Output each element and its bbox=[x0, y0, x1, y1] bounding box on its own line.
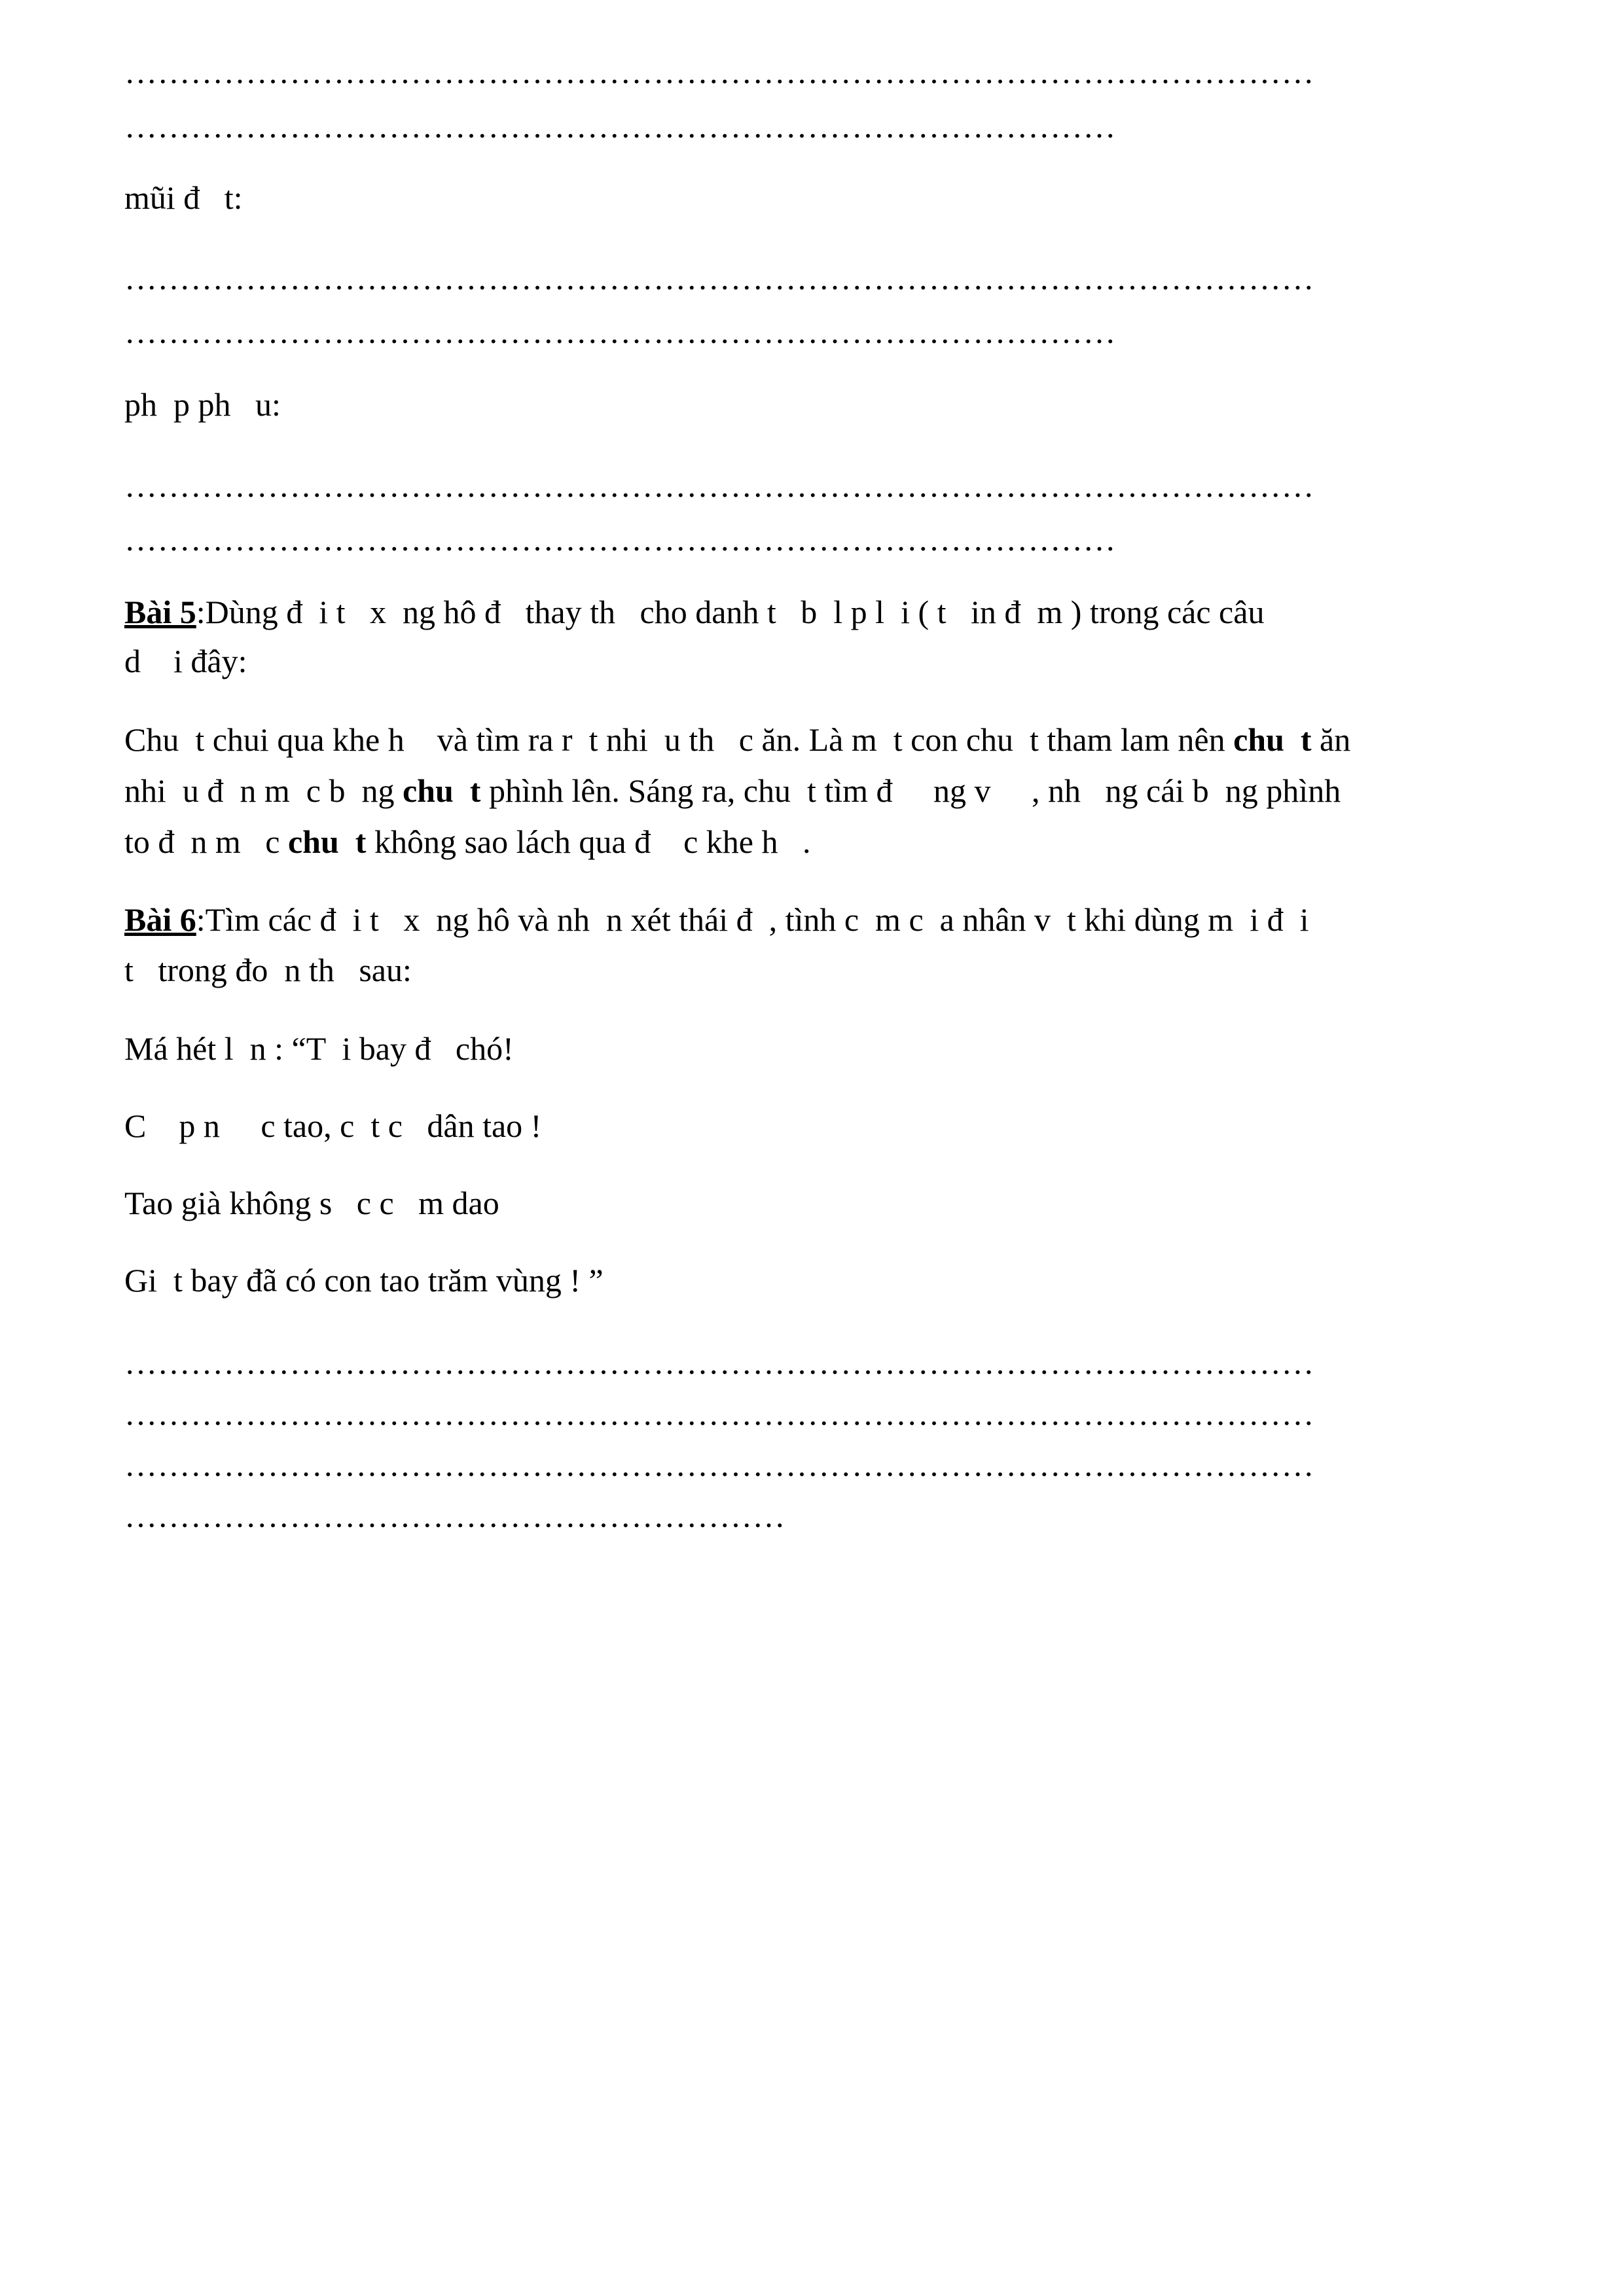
answer-line: ……………………………………………………………………………………………… bbox=[124, 54, 1314, 90]
bold-word: chu t bbox=[287, 823, 367, 860]
label-mui-dat: mũi đ t: bbox=[124, 179, 243, 216]
bai5-title: Bài 5 bbox=[124, 594, 196, 630]
answer-line: ……………………………………………………………………………… bbox=[124, 521, 1116, 558]
bold-word: chu t bbox=[402, 772, 481, 809]
poem-line: C p n c tao, c t c dân tao ! bbox=[124, 1107, 542, 1144]
label-phep-phau: ph p ph u: bbox=[124, 386, 281, 423]
answer-line: ……………………………………………………………………………… bbox=[124, 314, 1116, 350]
answer-line: ……………………………………………………………………………………………… bbox=[124, 1344, 1314, 1381]
bai6-instruction-line-1: Bài 6:Tìm các đ i t x ng hô và nh n xét thái đ , tình c m c a nhân v t khi dùng m i đ i bbox=[124, 901, 1309, 938]
poem-line: Gi t bay đã có con tao trăm vùng ! ” bbox=[124, 1262, 604, 1299]
bold-word: chu t bbox=[1233, 721, 1312, 758]
bai5-passage-line-1: Chu t chui qua khe h và tìm ra r t nhi u th c ăn. Là m t con chu t tham lam nên chu t ăn bbox=[124, 721, 1351, 758]
poem-line: Má hét l n : “T i bay đ chó! bbox=[124, 1030, 514, 1067]
answer-line: …………………………………………………… bbox=[124, 1498, 785, 1534]
answer-line: ……………………………………………………………………………………………… bbox=[124, 1395, 1314, 1432]
answer-line: ……………………………………………………………………………… bbox=[124, 108, 1116, 145]
answer-line: ……………………………………………………………………………………………… bbox=[124, 467, 1314, 504]
bai5-passage-line-2: nhi u đ n m c b ng chu t phình lên. Sáng ra, chu t tìm đ ng v , nh ng cái b ng phình bbox=[124, 772, 1341, 809]
bai5-instruction-line-1: Bài 5:Dùng đ i t x ng hô đ thay th cho danh t b l p l i ( t in đ m ) trong các câu bbox=[124, 594, 1265, 630]
bai5-passage-line-3: to đ n m c chu t không sao lách qua đ c khe h . bbox=[124, 823, 811, 860]
bai5-instruction-line-2: d i đây: bbox=[124, 643, 247, 679]
bai6-title: Bài 6 bbox=[124, 901, 196, 938]
answer-line: ……………………………………………………………………………………………… bbox=[124, 260, 1314, 296]
answer-line: ……………………………………………………………………………………………… bbox=[124, 1446, 1314, 1483]
poem-line: Tao già không s c c m dao bbox=[124, 1185, 499, 1221]
worksheet-page bbox=[124, 0, 1545, 2296]
bai6-instruction-line-2: t trong đo n th sau: bbox=[124, 952, 412, 988]
